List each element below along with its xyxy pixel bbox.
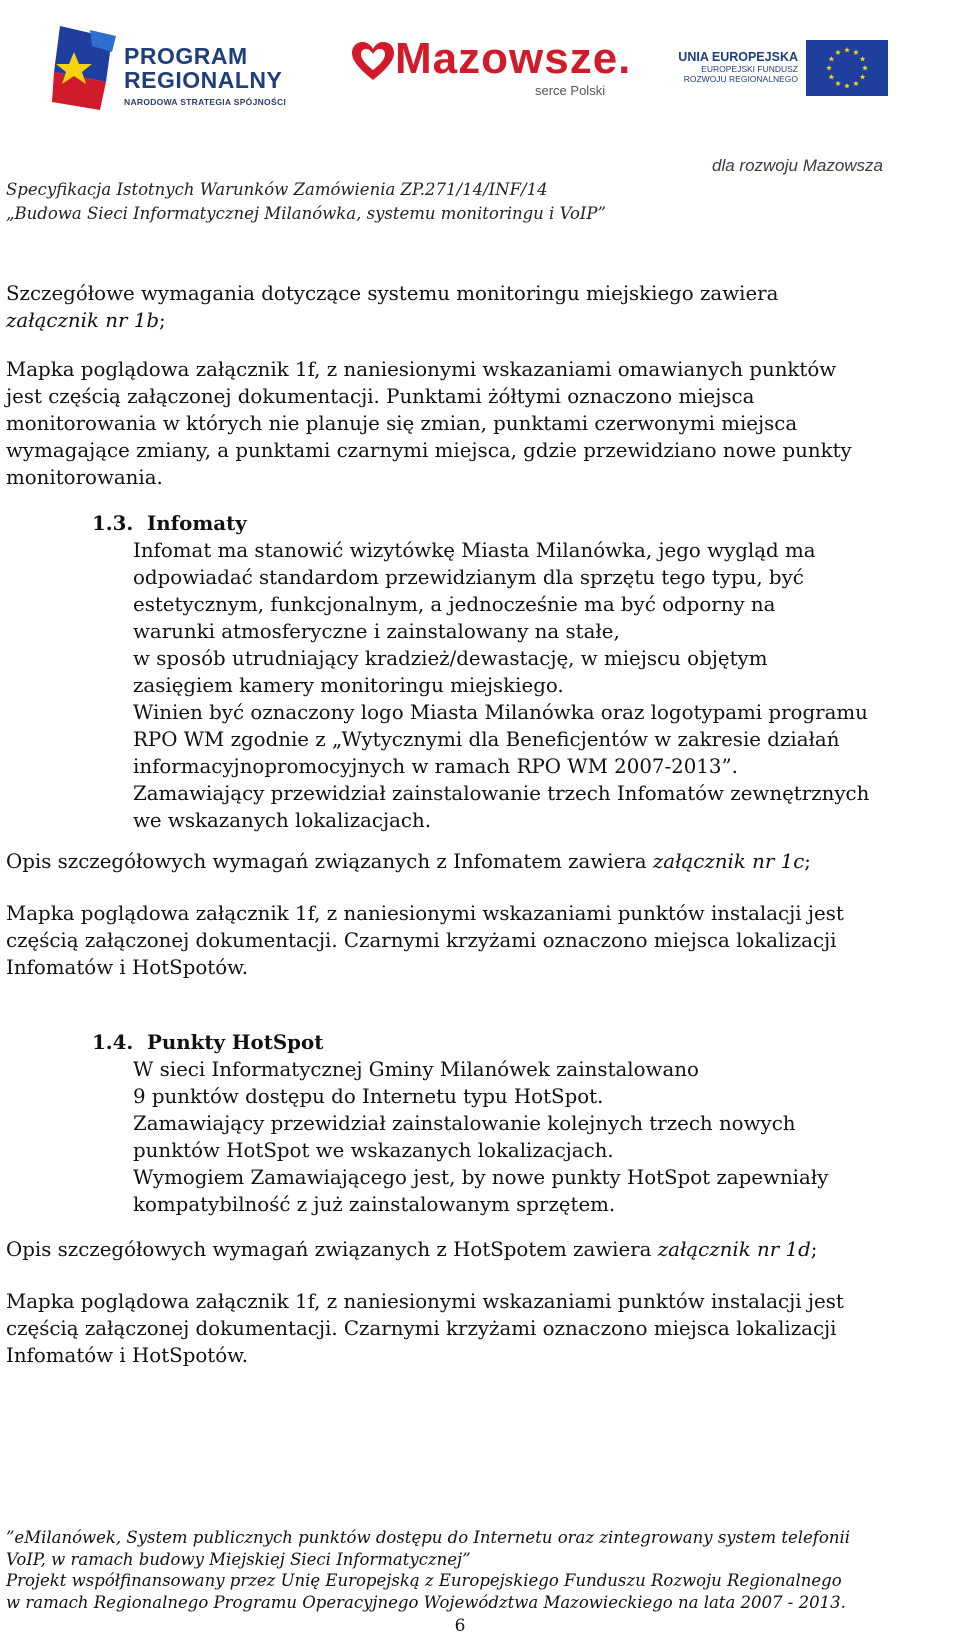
paragraph	[6, 1236, 817, 1263]
program-regionalny-flag-icon	[52, 22, 124, 114]
footer-line: VoIP, w ramach budowy Miejskiej Sieci Informatycznej”	[6, 1549, 471, 1569]
section-body	[133, 537, 869, 834]
logo-text: REGIONALNY	[124, 67, 283, 93]
text-line: Mapka poglądowa załącznik 1f, z naniesionymi wskazaniami omawianych punktów	[6, 358, 837, 381]
footer-line: w ramach Regionalnego Programu Operacyjnego Województwa Mazowieckiego na lata 2007 - 2013.	[6, 1592, 846, 1612]
logo-text: ROZWOJU REGIONALNEGO	[683, 74, 798, 84]
text-line: kompatybilność z już zainstalowanym sprzętem.	[133, 1193, 616, 1216]
paragraph	[6, 280, 778, 334]
punctuation: ;	[159, 309, 166, 332]
text-line: częścią załączonej dokumentacji. Czarnymi krzyżami oznaczono miejsca lokalizacji	[6, 929, 837, 952]
paragraph	[6, 356, 852, 491]
text-run: Opis szczegółowych wymagań związanych z Infomatem zawiera	[6, 850, 653, 873]
text-line: Mapka poglądowa załącznik 1f, z naniesionymi wskazaniami punktów instalacji jest	[6, 1290, 844, 1313]
section-body	[133, 1056, 828, 1218]
attachment-ref: załącznik nr 1b	[6, 309, 159, 332]
page-number: 6	[454, 1616, 466, 1636]
attachment-ref: załącznik nr 1d	[657, 1238, 811, 1261]
text-line: wymagające zmiany, a punktami czarnymi miejsca, gdzie przewidziano nowe punkty	[6, 439, 852, 462]
doc-header-line: „Budowa Sieci Informatycznej Milanówka, systemu monitoringu i VoIP”	[6, 204, 606, 223]
heart-icon	[352, 42, 394, 82]
text-line: częścią załączonej dokumentacji. Czarnymi krzyżami oznaczono miejsca lokalizacji	[6, 1317, 837, 1340]
section-title: Punkty HotSpot	[147, 1030, 324, 1054]
logo-text: EUROPEJSKI FUNDUSZ	[701, 64, 798, 74]
logo-text: PROGRAM	[124, 43, 248, 69]
paragraph	[6, 848, 811, 875]
footer-line: ”eMilanówek, System publicznych punktów dostępu do Internetu oraz zintegrowany system telefonii	[6, 1528, 851, 1547]
logo-text: UNIA EUROPEJSKA	[678, 50, 798, 64]
text-line: W sieci Informatycznej Gminy Milanówek zainstalowano	[133, 1058, 699, 1081]
text-line: jest częścią załączonej dokumentacji. Punktami żółtymi oznaczono miejsca	[6, 385, 755, 408]
unia-europejska-logo	[678, 50, 798, 84]
text-line: warunki atmosferyczne i zainstalowany na stałe,	[133, 620, 620, 643]
text-line: Mapka poglądowa załącznik 1f, z naniesionymi wskazaniami punktów instalacji jest	[6, 902, 844, 925]
text-line: punktów HotSpot we wskazanych lokalizacjach.	[133, 1139, 614, 1162]
text-line	[6, 1236, 817, 1263]
attachment-ref: załącznik nr 1c	[652, 850, 805, 873]
text-run: Opis szczegółowych wymagań związanych z HotSpotem zawiera	[6, 1238, 658, 1261]
mazowsze-logo: Mazowsze.	[395, 34, 632, 83]
text-line: Winien być oznaczony logo Miasta Milanówka oraz logotypami programu	[133, 701, 868, 724]
section-number: 1.3.	[92, 511, 134, 535]
page-footer	[6, 1527, 850, 1613]
text-line: zasięgiem kamery monitoringu miejskiego.	[133, 674, 564, 697]
footer-line: Projekt współfinansowany przez Unię Europejską z Europejskiego Funduszu Rozwoju Regionalnego	[6, 1571, 842, 1590]
text-line: Infomat ma stanowić wizytówkę Miasta Milanówka, jego wygląd ma	[133, 539, 816, 562]
paragraph	[6, 1288, 844, 1369]
text-line: monitorowania w których nie planuje się zmian, punktami czerwonymi miejsca	[6, 412, 798, 435]
paragraph	[6, 900, 844, 981]
text-line: odpowiadać standardom przewidzianym dla sprzętu tego typu, być	[133, 566, 804, 589]
logo-subtext: NARODOWA STRATEGIA SPÓJNOŚCI	[124, 97, 287, 107]
doc-header-line: Specyfikacja Istotnych Warunków Zamówienia ZP.271/14/INF/14	[6, 180, 548, 199]
text-line: Infomatów i HotSpotów.	[6, 956, 248, 979]
punctuation: ;	[810, 1238, 818, 1261]
text-line: Zamawiający przewidział zainstalowanie kolejnych trzech nowych	[133, 1112, 796, 1135]
eu-flag-icon	[806, 40, 888, 96]
program-regionalny-logo	[124, 44, 286, 107]
mazowsze-subtext: serce Polski	[535, 83, 606, 98]
text-line: w sposób utrudniający kradzież/dewastację, w miejscu objętym	[133, 647, 768, 670]
text-line: RPO WM zgodnie z „Wytycznymi dla Beneficjentów w zakresie działań	[133, 728, 840, 751]
text-line	[6, 848, 811, 875]
text-line: Zamawiający przewidział zainstalowanie trzech Infomatów zewnętrznych	[133, 782, 870, 805]
text-line: 9 punktów dostępu do Internetu typu HotSpot.	[133, 1085, 604, 1108]
text-line: informacyjnopromocyjnych w ramach RPO WM 2007-2013”.	[133, 755, 738, 778]
text-line	[6, 307, 778, 334]
text-line: estetycznym, funkcjonalnym, a jednocześnie ma być odporny na	[133, 593, 776, 616]
text-line: Infomatów i HotSpotów.	[6, 1344, 248, 1367]
text-line: Szczegółowe wymagania dotyczące systemu monitoringu miejskiego zawiera	[6, 282, 779, 305]
text-line: Wymogiem Zamawiającego jest, by nowe punkty HotSpot zapewniały	[133, 1166, 829, 1189]
section-title: Infomaty	[147, 511, 247, 535]
section-number: 1.4.	[92, 1030, 134, 1054]
punctuation: ;	[804, 850, 811, 873]
text-line: monitorowania.	[6, 466, 163, 489]
slogan: dla rozwoju Mazowsza	[712, 156, 884, 175]
text-line: we wskazanych lokalizacjach.	[133, 809, 432, 832]
logo-header	[0, 0, 960, 200]
